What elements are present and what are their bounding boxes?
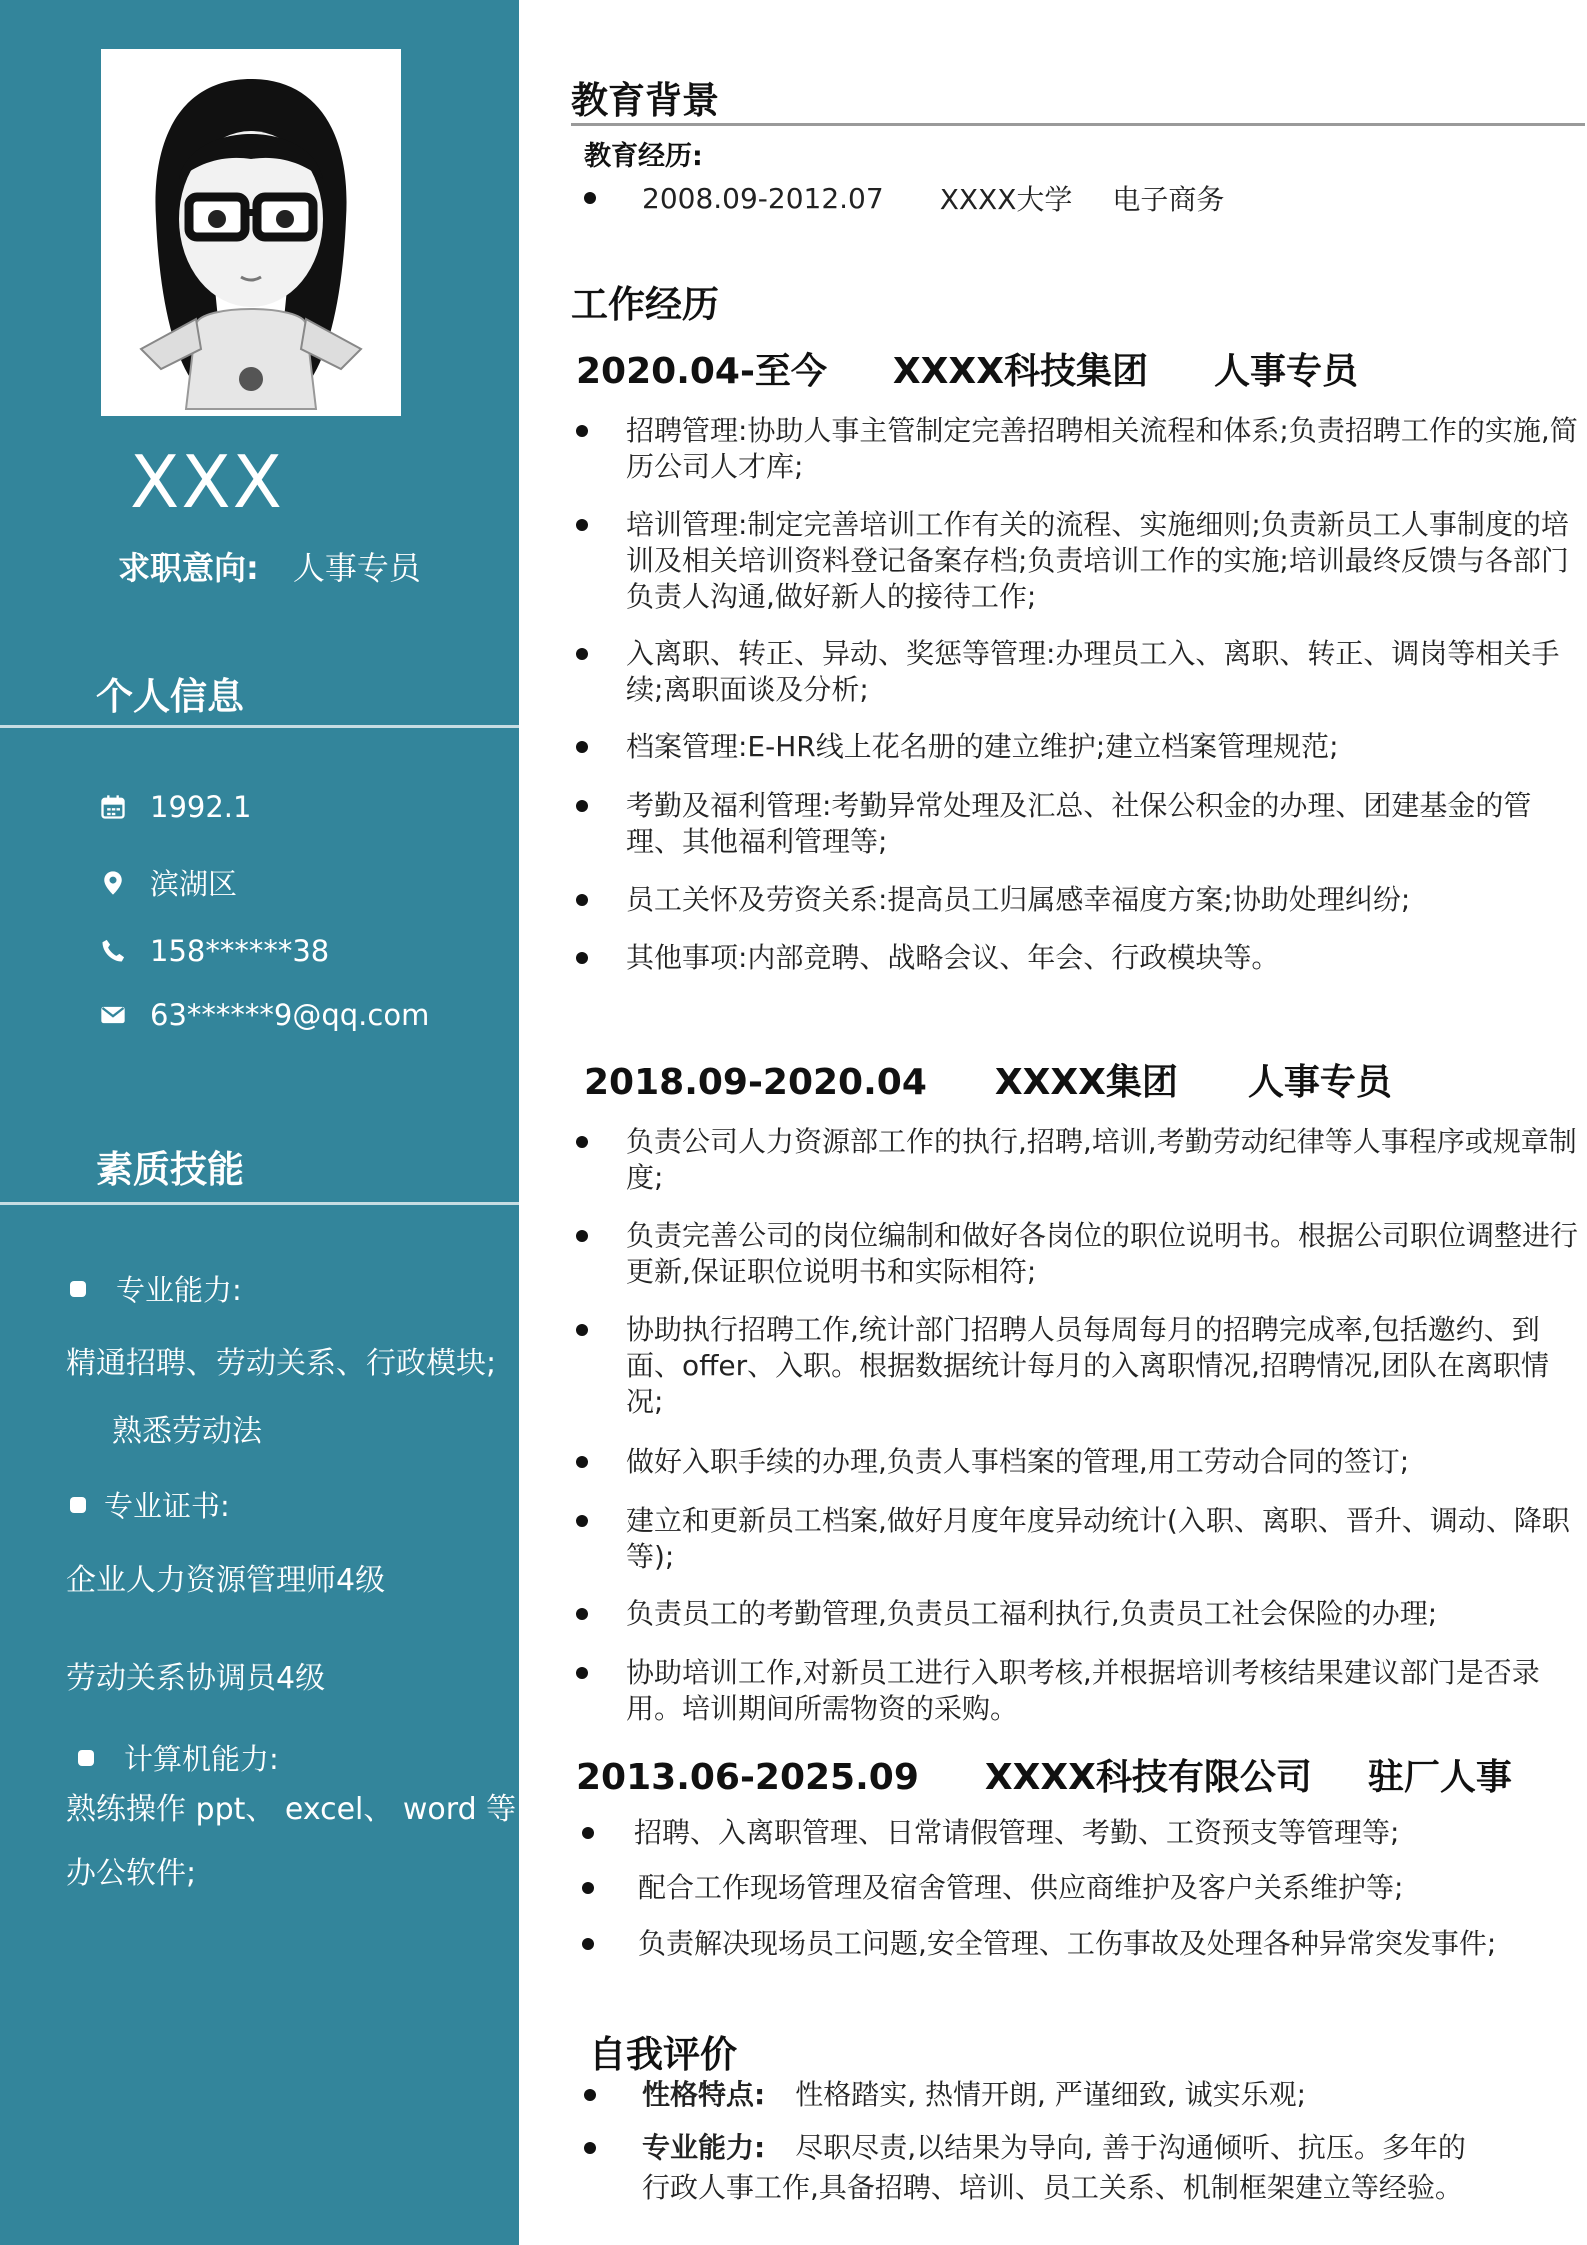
info-email: [96, 998, 429, 1032]
bullet-icon: [576, 519, 588, 531]
job-1-item: 其他事项:内部竞聘、战略会议、年会、行政模块等。: [576, 940, 1586, 976]
job-1-item: 档案管理:E-HR线上花名册的建立维护;建立档案管理规范;: [576, 729, 1586, 765]
bullet-icon: [70, 1497, 86, 1513]
job-1-role: 人事专员: [1213, 351, 1358, 392]
bullet-icon: [576, 741, 588, 753]
info-location: [96, 862, 237, 903]
education-divider: [571, 123, 1585, 126]
computer-heading: [78, 1737, 279, 1778]
certificate-2: 劳动关系协调员4级: [66, 1661, 326, 1696]
personal-info-title: 个人信息: [96, 675, 244, 718]
education-school: XXXX大学: [939, 183, 1073, 216]
certificate-heading: [70, 1484, 230, 1525]
evaluation-title: 自我评价: [589, 2033, 737, 2076]
bullet-icon: [576, 425, 588, 437]
bullet-icon: [576, 894, 588, 906]
bullet-icon: [582, 1882, 594, 1894]
evaluation-ability-label: 专业能力:: [642, 2131, 766, 2164]
job-2-company: XXXX集团: [994, 1062, 1178, 1103]
pro-ability-heading: [70, 1268, 242, 1309]
info-birth: [96, 790, 251, 824]
job-3-role: 驻厂人事: [1367, 1757, 1512, 1798]
bullet-icon: [576, 1230, 588, 1242]
certificate-1: 企业人力资源管理师4级: [66, 1563, 386, 1598]
job-1-period: 2020.04-至今: [576, 351, 827, 392]
email-icon: [96, 998, 130, 1032]
info-email-text: 63******9@qq.com: [150, 998, 430, 1032]
computer-label: 计算机能力:: [124, 1742, 279, 1776]
bullet-icon: [582, 1938, 594, 1950]
evaluation-personality-text: 性格踏实, 热情开朗, 严谨细致, 诚实乐观;: [795, 2078, 1307, 2111]
bullet-icon: [576, 1456, 588, 1468]
calendar-icon: [96, 790, 130, 824]
education-entry: [584, 178, 1224, 218]
bullet-icon: [576, 1324, 588, 1336]
evaluation-personality-label: 性格特点:: [642, 2078, 766, 2111]
work-title: 工作经历: [571, 283, 719, 326]
bullet-icon: [576, 1515, 588, 1527]
bullet-icon: [584, 2089, 596, 2101]
info-location-text: 滨湖区: [150, 867, 238, 901]
job-2-item: 负责员工的考勤管理,负责员工福利执行,负责员工社会保险的办理;: [576, 1596, 1586, 1632]
profile-photo: [101, 49, 401, 416]
job-2-item: 建立和更新员工档案,做好月度年度异动统计(入职、离职、晋升、调动、降职等);: [576, 1503, 1586, 1575]
job-1-item: 入离职、转正、异动、奖惩等管理:办理员工入、离职、转正、调岗等相关手续;离职面谈及分析;: [576, 636, 1586, 708]
job-2-item: 做好入职手续的办理,负责人事档案的管理,用工劳动合同的签订;: [576, 1444, 1586, 1480]
education-major: 电子商务: [1112, 183, 1225, 216]
job-intent: [118, 543, 421, 589]
info-phone-text: 158******38: [150, 934, 330, 968]
job-intent-label: 求职意向:: [118, 549, 259, 587]
computer-line2: 办公软件;: [66, 1856, 197, 1891]
pro-ability-line2: 熟悉劳动法: [112, 1414, 262, 1449]
bullet-icon: [576, 1608, 588, 1620]
evaluation-personality: [584, 2075, 1584, 2115]
skills-title: 素质技能: [96, 1148, 244, 1191]
pro-ability-line1: 精通招聘、劳动关系、行政模块;: [66, 1346, 497, 1381]
evaluation-ability: [584, 2128, 1584, 2168]
bullet-icon: [576, 800, 588, 812]
certificate-label: 专业证书:: [104, 1489, 230, 1523]
job-1-item: 考勤及福利管理:考勤异常处理及汇总、社保公积金的办理、团建基金的管理、其他福利管理等;: [576, 788, 1586, 860]
job-1-heading: [576, 343, 1358, 394]
job-3-item: 负责解决现场员工问题,安全管理、工伤事故及处理各种异常突发事件;: [576, 1926, 1586, 1962]
job-1-item: 培训管理:制定完善培训工作有关的流程、实施细则;负责新员工人事制度的培训及相关培训资料登记备案存档;负责培训工作的实施;培训最终反馈与各部门负责人沟通,做好新人的接待工作;: [576, 507, 1586, 615]
bullet-icon: [584, 2142, 596, 2154]
bullet-icon: [584, 192, 596, 204]
bullet-icon: [576, 952, 588, 964]
job-1-item: 招聘管理:协助人事主管制定完善招聘相关流程和体系;负责招聘工作的实施,简历公司人才库;: [576, 413, 1586, 485]
bullet-icon: [582, 1827, 594, 1839]
job-3-period: 2013.06-2025.09: [576, 1757, 919, 1798]
job-2-item: 协助培训工作,对新员工进行入职考核,并根据培训考核结果建议部门是否录用。培训期间所需物资的采购。: [576, 1655, 1586, 1727]
job-2-item: 负责完善公司的岗位编制和做好各岗位的职位说明书。根据公司职位调整进行更新,保证职位说明书和实际相符;: [576, 1218, 1586, 1290]
info-phone: [96, 934, 329, 968]
candidate-name: XXX: [130, 440, 284, 524]
education-period: 2008.09-2012.07: [642, 181, 884, 215]
evaluation-ability-text: 尽职尽责,以结果为导向, 善于沟通倾听、抗压。多年的: [795, 2131, 1466, 2164]
job-2-item: 负责公司人力资源部工作的执行,招聘,培训,考勤劳动纪律等人事程序或规章制度;: [576, 1124, 1586, 1196]
bullet-icon: [78, 1750, 94, 1766]
job-1-company: XXXX科技集团: [892, 351, 1148, 392]
pro-ability-label: 专业能力:: [116, 1273, 242, 1307]
computer-line1: 熟练操作 ppt、 excel、 word 等: [66, 1792, 517, 1827]
education-title: 教育背景: [571, 79, 719, 122]
phone-icon: [96, 934, 130, 968]
skills-divider: [0, 1202, 519, 1205]
info-birth-text: 1992.1: [150, 790, 252, 824]
personal-info-divider: [0, 725, 519, 728]
location-pin-icon: [96, 866, 130, 900]
job-2-heading: [584, 1054, 1392, 1105]
education-subtitle: 教育经历:: [584, 141, 703, 172]
job-3-heading: [576, 1749, 1512, 1800]
job-3-item: 配合工作现场管理及宿舍管理、供应商维护及客户关系维护等;: [576, 1870, 1586, 1906]
bullet-icon: [576, 1667, 588, 1679]
bullet-icon: [576, 1136, 588, 1148]
job-1-item: 员工关怀及劳资关系:提高员工归属感幸福度方案;协助处理纠纷;: [576, 882, 1586, 918]
job-intent-value: 人事专员: [292, 549, 421, 587]
job-3-company: XXXX科技有限公司: [984, 1757, 1312, 1798]
job-2-period: 2018.09-2020.04: [584, 1062, 927, 1103]
job-3-item: 招聘、入离职管理、日常请假管理、考勤、工资预支等管理等;: [576, 1815, 1586, 1851]
evaluation-ability-cont: [584, 2168, 1584, 2208]
evaluation-ability-text-2: 行政人事工作,具备招聘、培训、员工关系、机制框架建立等经验。: [642, 2171, 1463, 2204]
bullet-icon: [576, 648, 588, 660]
job-2-role: 人事专员: [1247, 1062, 1392, 1103]
sidebar: [0, 0, 519, 2245]
job-2-item: 协助执行招聘工作,统计部门招聘人员每周每月的招聘完成率,包括邀约、到面、offer、入职。根据数据统计每月的入离职情况,招聘情况,团队在离职情况;: [576, 1312, 1586, 1420]
bullet-icon: [70, 1281, 86, 1297]
